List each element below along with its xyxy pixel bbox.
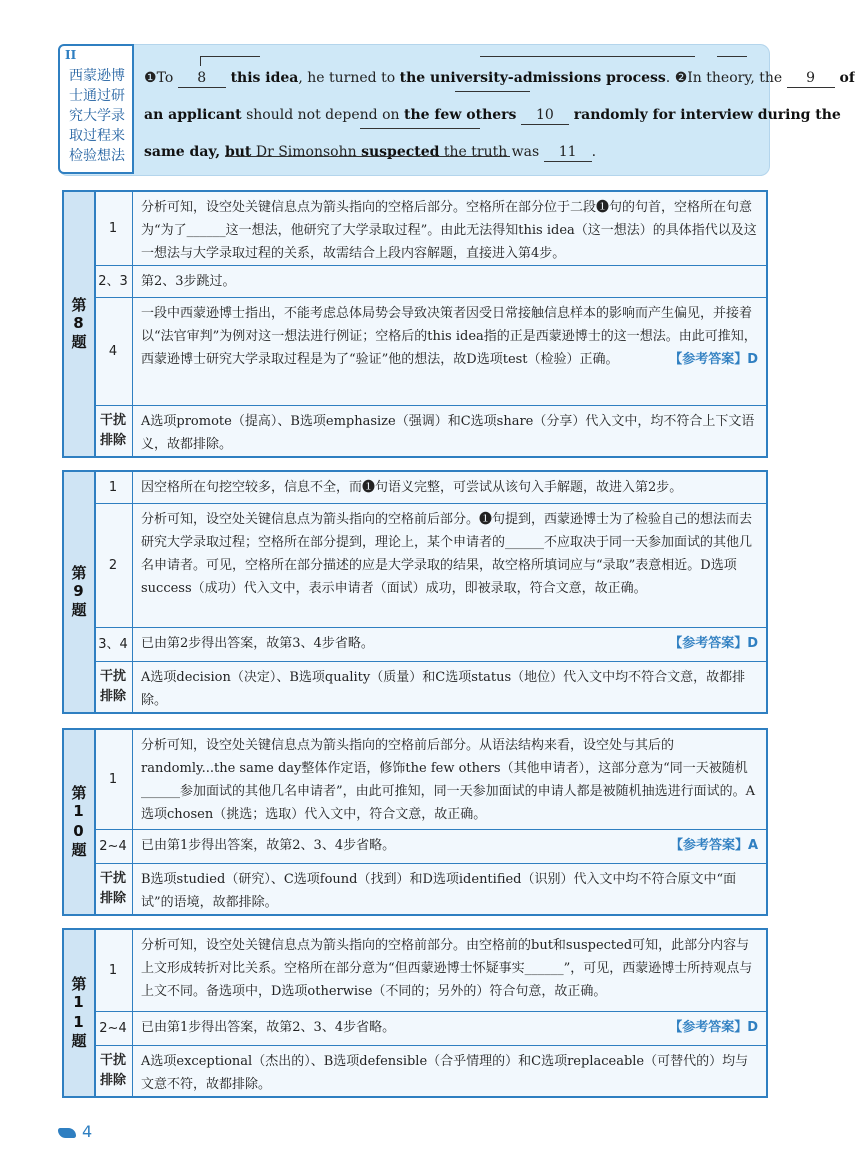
section-label [58, 44, 134, 174]
step-row: 2、3 第2、3步跳过。 [94, 266, 766, 298]
blank-9: 9 [787, 69, 835, 88]
step-row: 1 分析可知，设空处关键信息点为箭头指向的空格前部分。由空格前的but和suspected可知，此部分内容与上文形成转折对比关系。空格所在部分意为“但西蒙逊博士怀疑事实______”，可见，西蒙逊博士所持观点与上文不同。备选项中，D选项otherwise（不同的；另外的）符合句意，故正确。 [94, 930, 766, 1012]
page-footer [58, 1122, 92, 1141]
answer-label: 【参考答案】D [669, 352, 758, 367]
step-row: 2~4 已由第1步得出答案，故第2、3、4步省略。 【参考答案】A [94, 830, 766, 864]
step-row: 4 一段中西蒙逊博士指出，不能考虑总体局势会导致决策者因受日常接触信息样本的影响而产生偏见，并接着以“法官审判”为例对这一想法进行例证；空格后的this idea指的正是西蒙逊博士的这一想法。由此可推知，西蒙逊博士研究大学录取过程是为了“验证”他的想法，故D选项test（检验）正确。 【参考答案】D [94, 298, 766, 406]
arrow-line [455, 91, 530, 92]
arrow-line [360, 128, 480, 129]
step-row: 1 分析可知，设空处关键信息点为箭头指向的空格后部分。空格所在部分位于二段❶句的句首，空格所在句意为“为了______这一想法，他研究了大学录取过程”。由此无法得知this idea（这一想法）的具体指代以及这一想法与大学录取过程的关系，故需结合上段内容解题，直接进入第4步。 [94, 192, 766, 266]
passage-text: ❶To 8 this idea, he turned to the university-admissions process. ❷In theory, the 9 of an applicant should not depend on the few others 10 randomly for interview during the same day, but Dr Simonsohn suspected the truth was 11 . [144, 70, 855, 160]
arrow-line [225, 156, 510, 157]
step-row: 2 分析可知，设空处关键信息点为箭头指向的空格前后部分。❶句提到，西蒙逊博士为了检验自己的想法而去研究大学录取过程；空格所在部分提到，理论上，某个申请者的______不应取决于同一天参加面试的其他几名申请者。可见，空格所在部分描述的应是大学录取的结果，故空格所填词应与“录取”表意相近。D选项success（成功）代入文中，表示申请者（面试）成功，即被录取，符合文意，故正确。 [94, 504, 766, 628]
answer-label: 【参考答案】A [669, 838, 758, 853]
blank-10: 10 [521, 106, 569, 125]
step-row: 干扰排除 B选项studied（研究）、C选项found（找到）和D选项identified（识别）代入文中均不符合原文中“面试”的语境，故都排除。 [94, 864, 766, 914]
step-row: 2~4 已由第1步得出答案，故第2、3、4步省略。 【参考答案】D [94, 1012, 766, 1046]
question-label: 第11题 [64, 930, 96, 1096]
sentence-marker-1: ❶ [144, 70, 157, 86]
answer-label: 【参考答案】D [669, 1020, 758, 1035]
blank-8: 8 [178, 69, 226, 88]
step-row: 1 因空格所在句挖空较多，信息不全，而❶句语义完整，可尝试从该句入手解题，故进入第2步。 [94, 472, 766, 504]
blank-11: 11 [544, 143, 592, 162]
answer-label: 【参考答案】D [669, 636, 758, 651]
section-number: II [65, 48, 77, 62]
question-label: 第9题 [64, 472, 96, 712]
question-label: 第8题 [64, 192, 96, 456]
step-row: 1 分析可知，设空处关键信息点为箭头指向的空格前后部分。从语法结构来看，设空处与其后的randomly...the same day整体作定语，修饰the few others（其他申请者），这部分意为“同一天被随机______参加面试的其他几名申请者”，由此可推知，同一天参加面试的申请人都是被随机抽选进行面试的。A选项chosen（挑选；选取）代入文中，符合文意，故正确。 [94, 730, 766, 830]
step-row: 3、4 已由第2步得出答案，故第3、4步省略。 【参考答案】D [94, 628, 766, 662]
arrow-line [717, 56, 747, 57]
question-8-block [62, 190, 768, 458]
sentence-marker-2: ❷ [674, 70, 688, 86]
arrow-line [200, 56, 260, 57]
page-number: 4 [82, 1122, 93, 1141]
step-row: 干扰排除 A选项exceptional（杰出的）、B选项defensible（合乎情理的）和C选项replaceable（可替代的）均与文意不符，故都排除。 [94, 1046, 766, 1096]
section-title: 西蒙逊博士通过研究大学录取过程来检验想法 [69, 68, 125, 164]
question-11-block [62, 928, 768, 1098]
step-row: 干扰排除 A选项promote（提高）、B选项emphasize（强调）和C选项share（分享）代入文中，均不符合上下文语义，故都排除。 [94, 406, 766, 456]
book-icon [58, 1128, 76, 1138]
question-9-block [62, 470, 768, 714]
question-label: 第10题 [64, 730, 96, 914]
arrow-line [480, 56, 695, 57]
arrow-line [200, 56, 201, 66]
step-row: 干扰排除 A选项decision（决定）、B选项quality（质量）和C选项status（地位）代入文中均不符合文意，故都排除。 [94, 662, 766, 712]
question-10-block [62, 728, 768, 916]
